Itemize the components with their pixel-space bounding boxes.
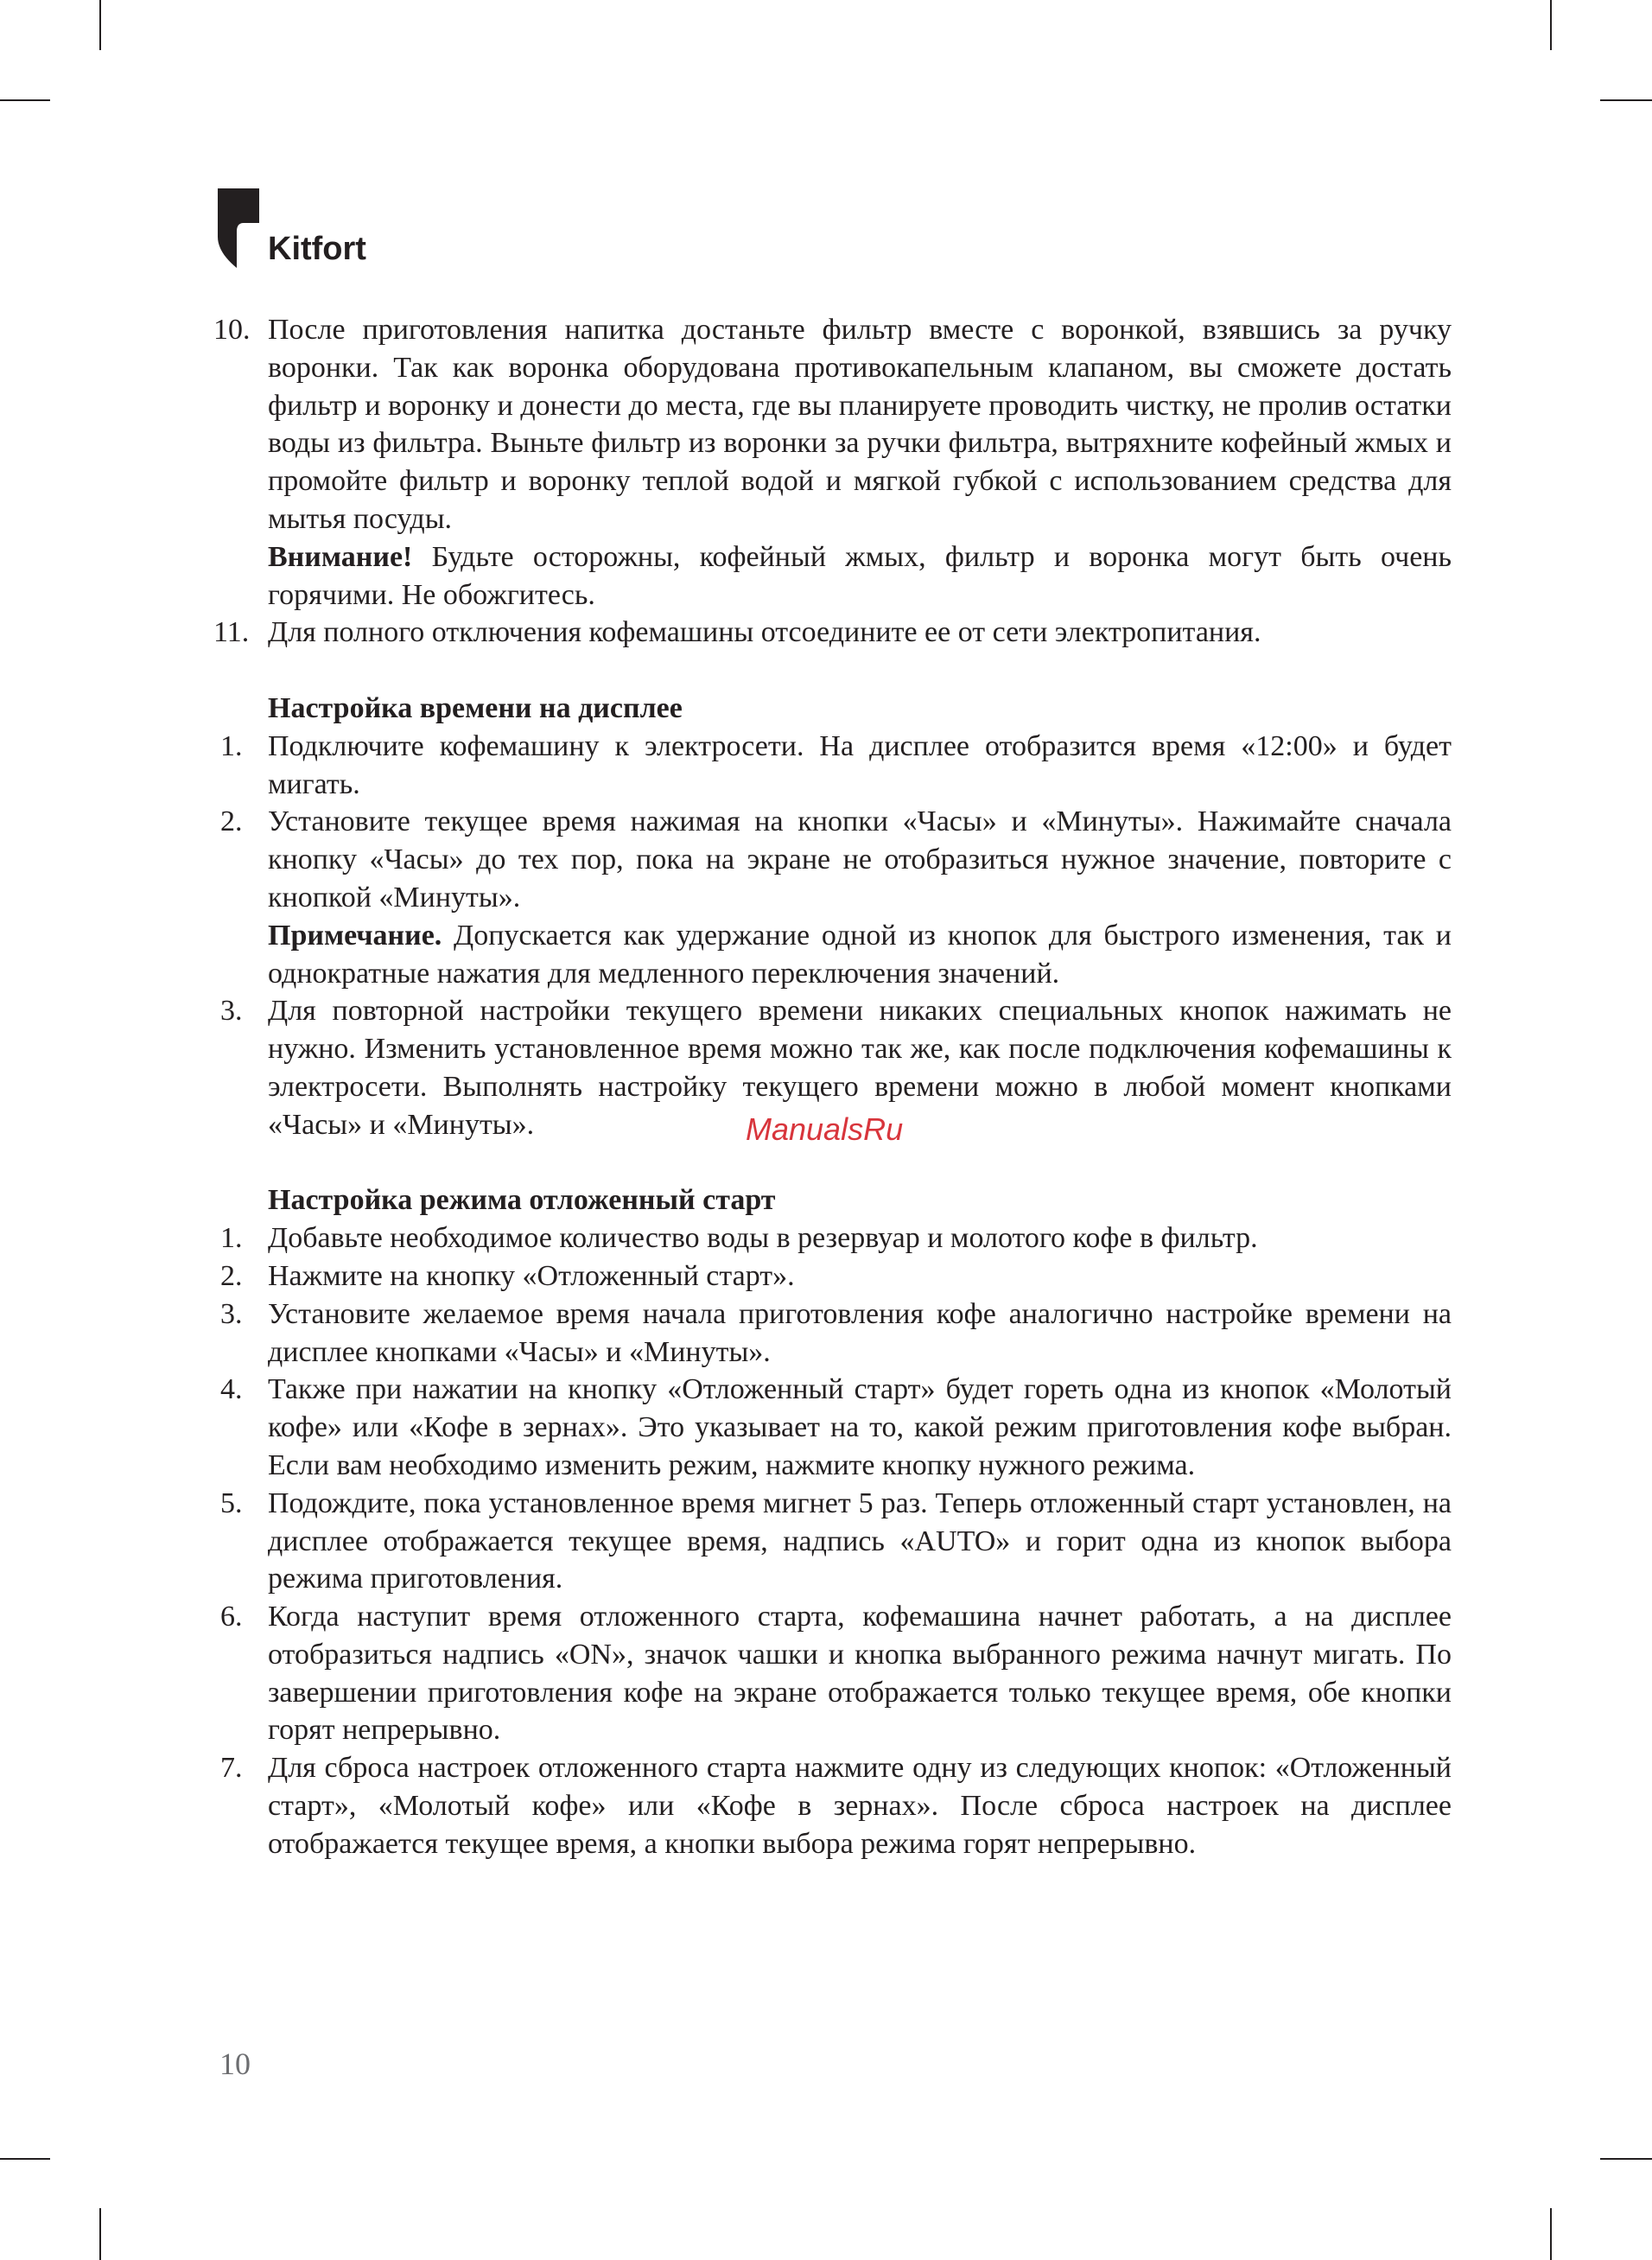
item-number: 1.: [220, 729, 243, 762]
list-item: [213, 614, 1452, 652]
section-heading-delay: Настройка режима отложенный старт: [268, 1184, 776, 1217]
item-text: После приготовления напитка достаньте фильтр вместе с воронкой, взявшись за ручку воронки. Так как воронка оборудована противокапельным клапаном, вы сможете достать фильтр и воронку и донести до места, где вы планируете проводить чистку, не пролив остатки воды из фильтра. Выньте фильтр из воронки за ручки фильтра, вытряхните кофейный жмых и промойте фильтр и воронку теплой водой и мягкой губкой с использованием средства для мытья посуды.: [268, 314, 1452, 535]
page-number: 10: [219, 2047, 251, 2081]
note-label: Примечание.: [268, 919, 442, 952]
warning-text: Будьте осторожны, кофейный жмых, фильтр и воронка могут быть очень горячими. Не обожгитесь.: [268, 540, 1452, 611]
item-number: 2.: [220, 805, 243, 838]
brand-logo: [218, 188, 391, 275]
item-number: 7.: [220, 1752, 243, 1785]
item-text: Подождите, пока установленное время мигнет 5 раз. Теперь отложенный старт установлен, на дисплее отображается текущее время, надпись «AUTO» и горит одна из кнопок выбора режима приготовления.: [268, 1487, 1452, 1595]
item-number: 3.: [220, 995, 243, 1028]
watermark-text: ManualsRu: [746, 1111, 904, 1147]
item-text: Для полного отключения кофемашины отсоедините ее от сети электропитания.: [268, 616, 1261, 649]
crop-mark-top-left-h: [0, 99, 50, 101]
item-text: Установите текущее время нажимая на кнопки «Часы» и «Минуты». Нажимайте сначала кнопку «Часы» до тех пор, пока на экране не отобразиться нужное значение, повторите с кнопкой «Минуты».: [268, 805, 1452, 914]
note-text: Допускается как удержание одной из кнопок для быстрого изменения, так и однократные нажатия для медленного переключения значений.: [268, 919, 1452, 990]
list-item: [220, 1749, 1452, 1862]
item-number: 3.: [220, 1297, 243, 1330]
item-text: Также при нажатии на кнопку «Отложенный старт» будет гореть одна из кнопок «Молотый кофе» или «Кофе в зернах». Это указывает на то, какой режим приготовления кофе выбран. Если вам необходимо изменить режим, нажмите кнопку нужного режима.: [268, 1373, 1452, 1481]
item-text: Для повторной настройки текущего времени никаких специальных кнопок нажимать не нужно. Изменить установленное время можно так же, как после подключения кофемашины к электросети. Выполнять настройку текущего времени можно в любой момент кнопками «Часы» и «Минуты».: [268, 995, 1452, 1141]
item-number: 10.: [213, 314, 251, 346]
brand-name: Kitfort: [268, 231, 366, 267]
crop-mark-top-right-h: [1600, 99, 1652, 101]
warning-label: Внимание!: [268, 540, 413, 573]
crop-mark-bottom-left-h: [0, 2158, 50, 2160]
item-text: Когда наступит время отложенного старта, кофемашина начнет работать, а на дисплее отобразиться надпись «ON», значок чашки и кнопка выбранного режима начнут мигать. По завершении приготовления кофе на экране отображается только текущее время, обе кнопки горят непрерывно.: [268, 1601, 1452, 1747]
crop-mark-top-right: [1550, 0, 1552, 50]
item-number: 1.: [220, 1222, 243, 1255]
item-text: Добавьте необходимое количество воды в резервуар и молотого кофе в фильтр.: [268, 1222, 1258, 1255]
document-body: [213, 311, 1452, 1863]
note: [268, 917, 1452, 993]
item-text: Для сброса настроек отложенного старта нажмите одну из следующих кнопок: «Отложенный старт», «Молотый кофе» или «Кофе в зернах». После сброса настроек на дисплее отображается текущее время, а кнопки выбора режима горят непрерывно.: [268, 1752, 1452, 1860]
crop-mark-bottom-right-h: [1600, 2158, 1652, 2160]
list-item: [220, 1257, 1452, 1296]
list-item: [220, 1485, 1452, 1598]
item-text: Подключите кофемашину к электросети. На дисплее отобразится время «12:00» и будет мигать.: [268, 729, 1452, 800]
item-number: 5.: [220, 1487, 243, 1519]
list-item: [220, 1371, 1452, 1484]
item-number: 4.: [220, 1373, 243, 1406]
list-item: [220, 1598, 1452, 1749]
item-number: 2.: [220, 1259, 243, 1292]
crop-mark-bottom-left: [99, 2208, 101, 2260]
warning-note: [268, 538, 1452, 614]
item-text: Нажмите на кнопку «Отложенный старт».: [268, 1259, 795, 1292]
crop-mark-top-left: [99, 0, 101, 50]
crop-mark-bottom-right: [1550, 2208, 1552, 2260]
item-number: 6.: [220, 1601, 243, 1633]
list-item: [220, 803, 1452, 992]
list-item: [213, 311, 1452, 614]
kitfort-logo-icon: [218, 188, 259, 268]
item-number: 11.: [213, 616, 250, 649]
item-text: Установите желаемое время начала приготовления кофе аналогично настройке времени на дисплее кнопками «Часы» и «Минуты».: [268, 1297, 1452, 1368]
list-item: [220, 1219, 1452, 1257]
section-heading-time: Настройка времени на дисплее: [268, 691, 683, 724]
list-item: [220, 728, 1452, 804]
list-item: [220, 1296, 1452, 1372]
